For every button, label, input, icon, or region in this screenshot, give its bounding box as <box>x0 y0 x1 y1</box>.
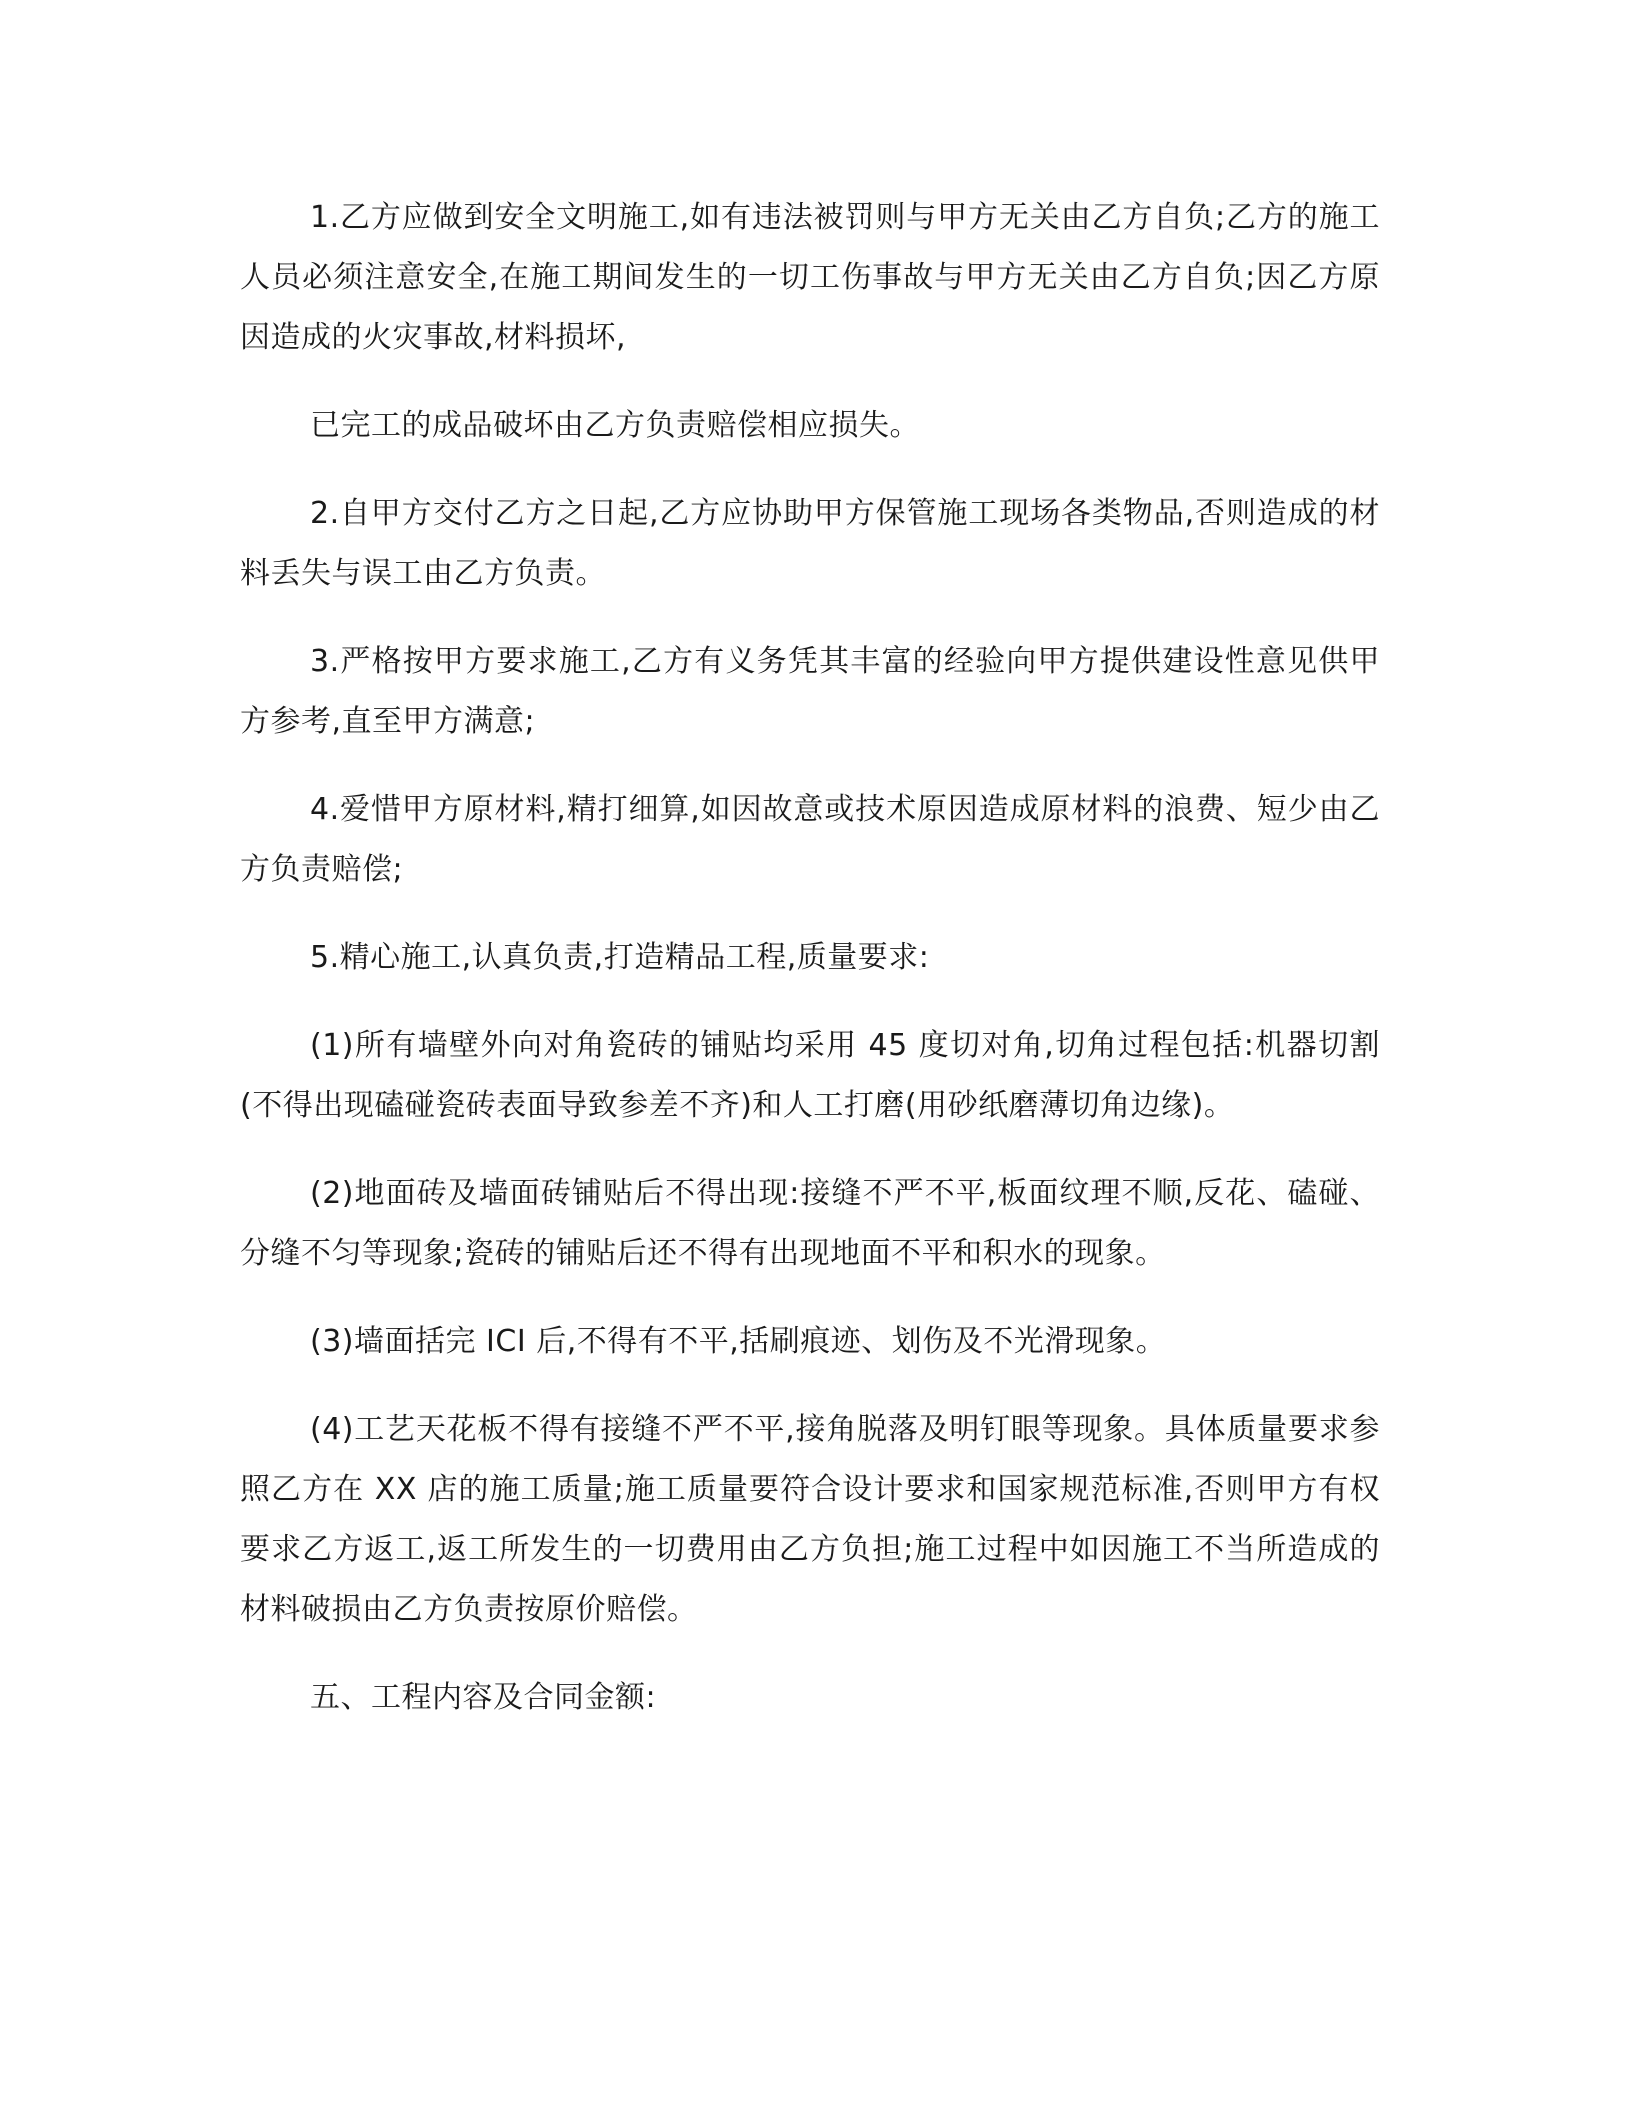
paragraph-gap <box>240 752 1380 780</box>
document-body <box>240 188 1380 1728</box>
paragraph-gap <box>240 1372 1380 1400</box>
paragraph-quality-2: (2)地面砖及墙面砖铺贴后不得出现:接缝不严不平,板面纹理不顺,反花、磕碰、分缝不匀等现象;瓷砖的铺贴后还不得有出现地面不平和积水的现象。 <box>240 1176 1380 1271</box>
paragraph-damage: 已完工的成品破坏由乙方负责赔偿相应损失。 <box>310 408 920 443</box>
paragraph-quality-1: (1)所有墙壁外向对角瓷砖的铺贴均采用 45 度切对角,切角过程包括:机器切割(不得出现磕碰瓷砖表面导致参差不齐)和人工打磨(用砂纸磨薄切角边缘)。 <box>240 1028 1380 1123</box>
paragraph-gap <box>240 1640 1380 1668</box>
paragraph-gap <box>240 1136 1380 1164</box>
paragraph-quality-heading: 5.精心施工,认真负责,打造精品工程,质量要求: <box>310 940 930 975</box>
paragraph-gap <box>240 368 1380 396</box>
paragraph-requirements: 3.严格按甲方要求施工,乙方有义务凭其丰富的经验向甲方提供建设性意见供甲方参考,直至甲方满意; <box>240 644 1380 739</box>
paragraph-gap <box>240 456 1380 484</box>
paragraph-gap <box>240 988 1380 1016</box>
paragraph-materials: 4.爱惜甲方原材料,精打细算,如因故意或技术原因造成原材料的浪费、短少由乙方负责赔偿; <box>240 792 1380 887</box>
section-heading-five: 五、工程内容及合同金额: <box>310 1680 657 1715</box>
paragraph-gap <box>240 900 1380 928</box>
paragraph-quality-3: (3)墙面括完 ICI 后,不得有不平,括刷痕迹、划伤及不光滑现象。 <box>310 1324 1167 1359</box>
paragraph-safety: 1.乙方应做到安全文明施工,如有违法被罚则与甲方无关由乙方自负;乙方的施工人员必须注意安全,在施工期间发生的一切工伤事故与甲方无关由乙方自负;因乙方原因造成的火灾事故,材料损坏, <box>240 200 1380 355</box>
paragraph-custody: 2.自甲方交付乙方之日起,乙方应协助甲方保管施工现场各类物品,否则造成的材料丢失与误工由乙方负责。 <box>240 496 1380 591</box>
paragraph-gap <box>240 1284 1380 1312</box>
paragraph-quality-4: (4)工艺天花板不得有接缝不严不平,接角脱落及明钉眼等现象。具体质量要求参照乙方在 XX 店的施工质量;施工质量要符合设计要求和国家规范标准,否则甲方有权要求乙方返工,返工所发生的一切费用由乙方负担;施工过程中如因施工不当所造成的材料破损由乙方负责按原价赔偿。 <box>240 1412 1380 1627</box>
paragraph-gap <box>240 604 1380 632</box>
